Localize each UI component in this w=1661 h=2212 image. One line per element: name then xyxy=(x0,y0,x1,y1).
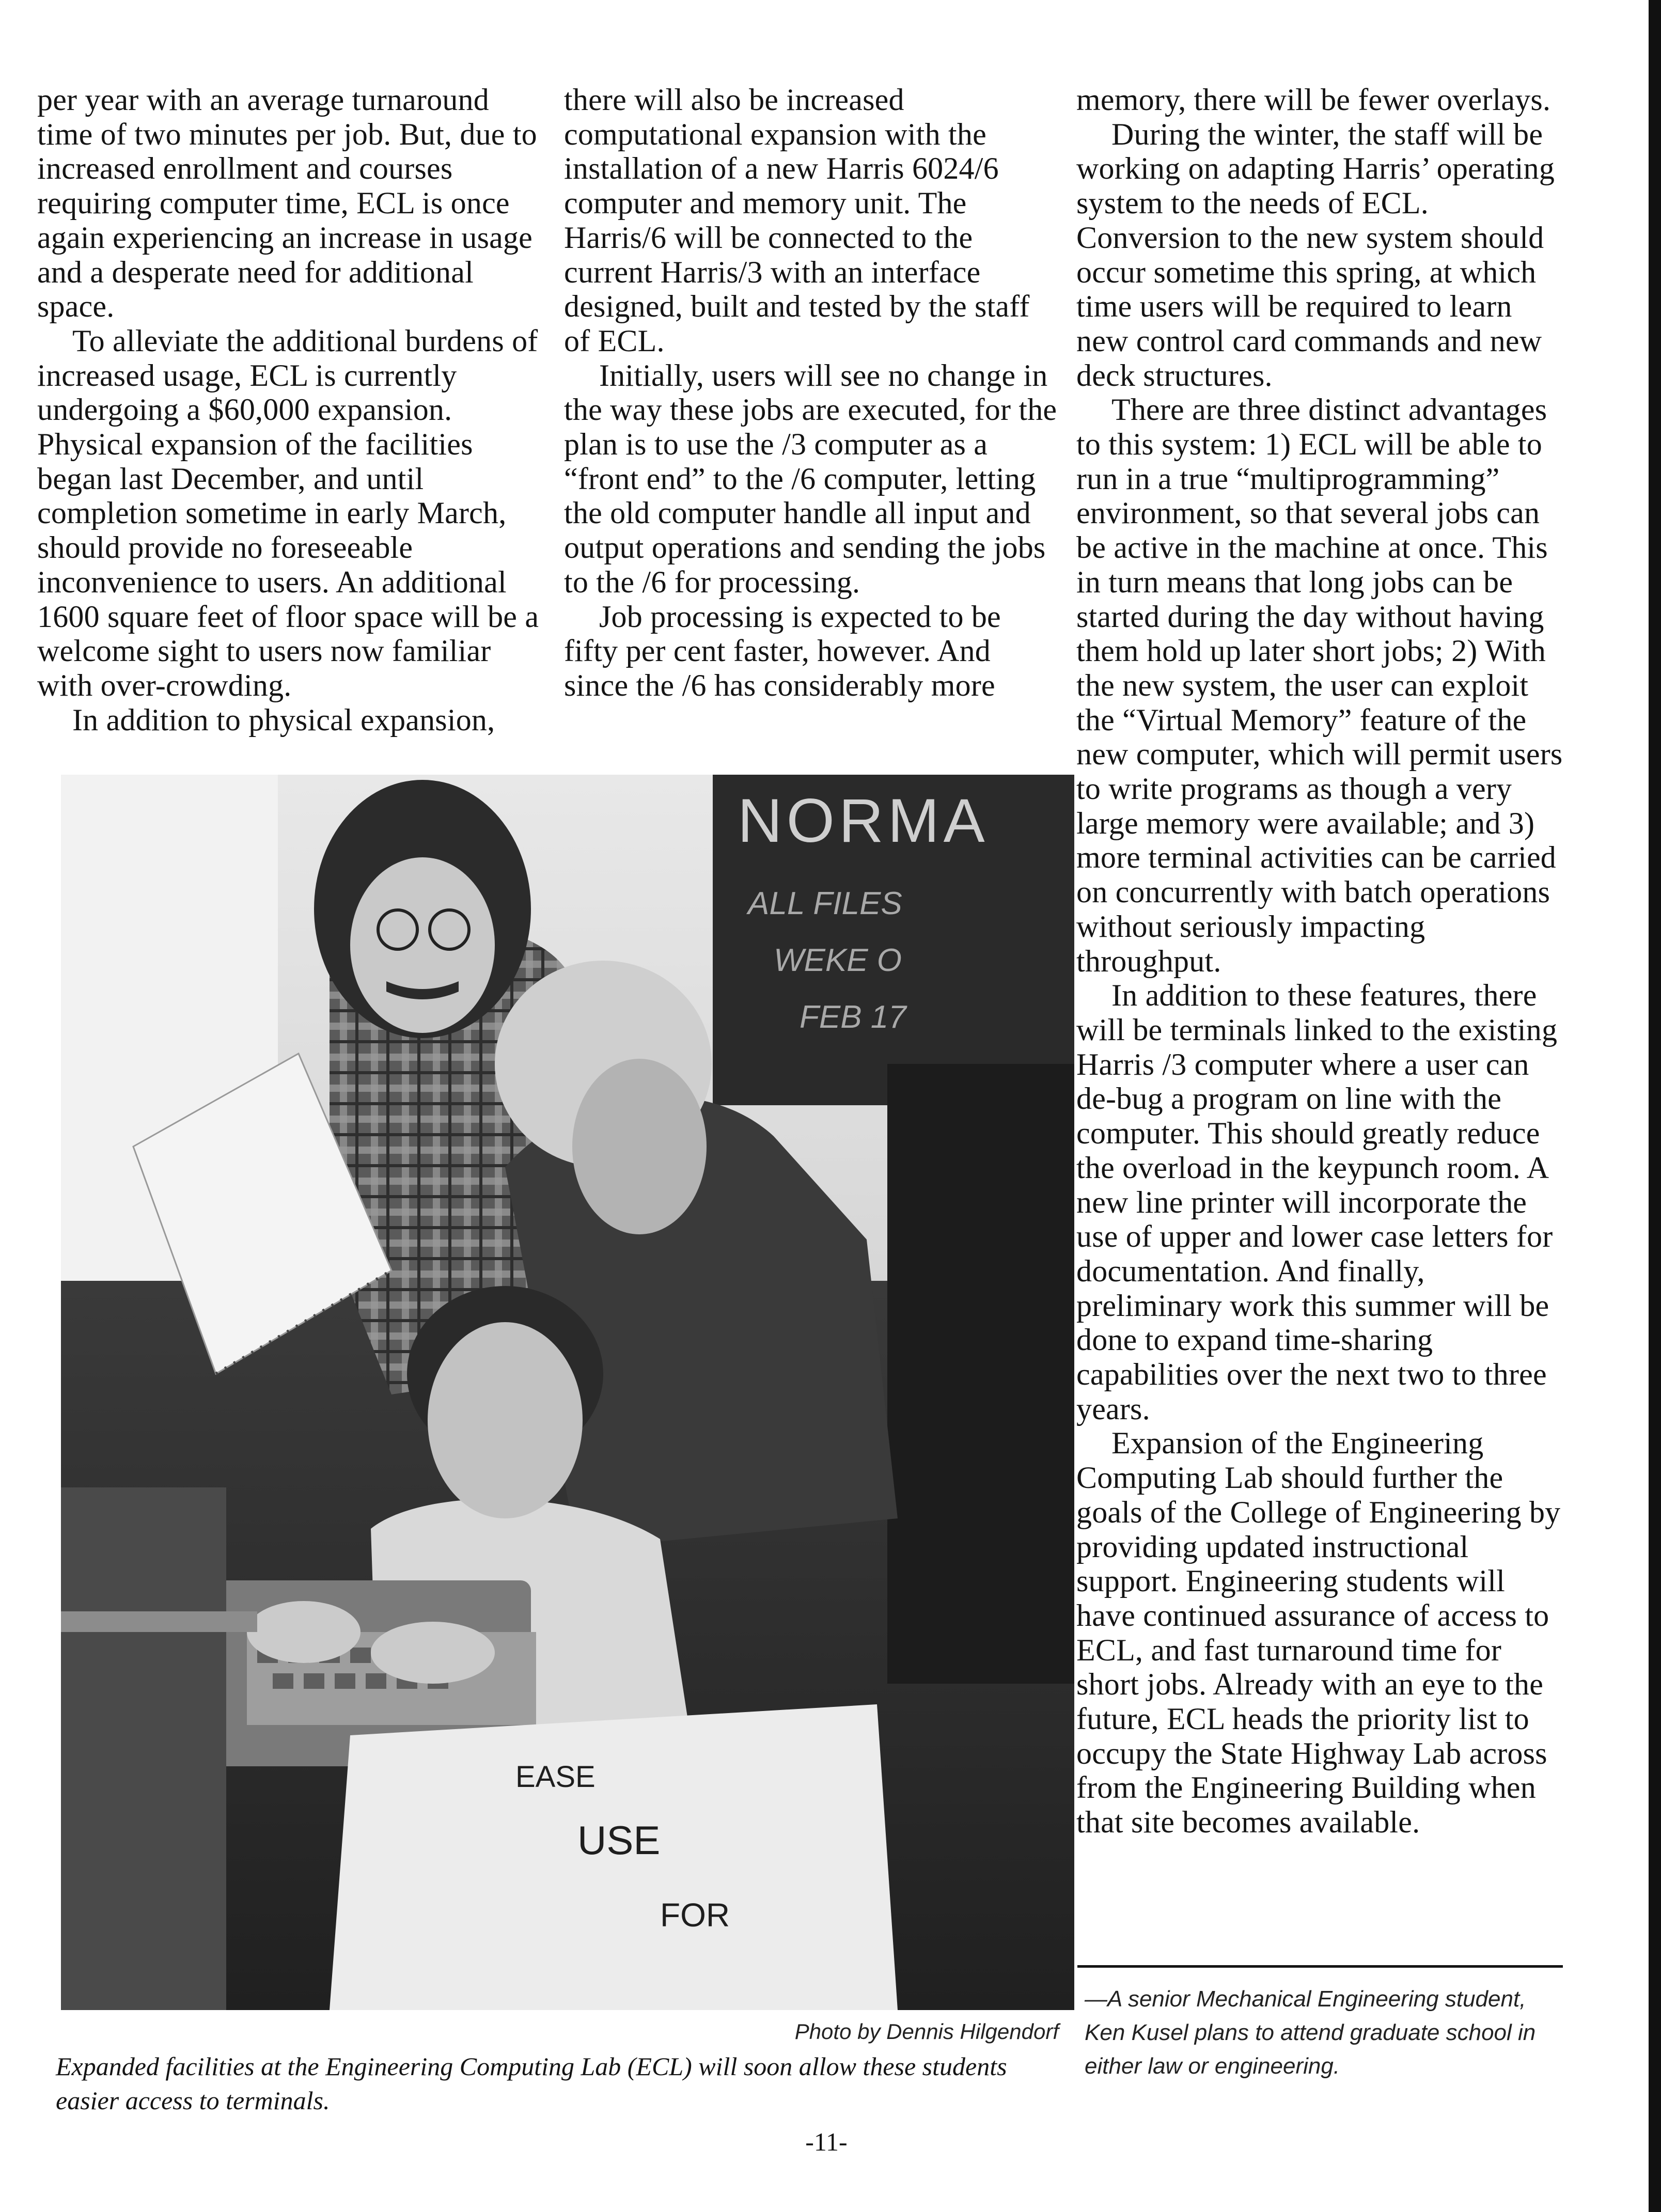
bio-divider xyxy=(1077,1965,1563,1968)
sign-text-2: USE xyxy=(577,1817,661,1863)
photo-students-at-terminal xyxy=(61,775,1074,2010)
text-column-1 xyxy=(37,83,543,737)
paragraph: memory, there will be fewer overlays. xyxy=(1076,83,1551,117)
paragraph: there will also be increased computational expansion with the installation of a new Harris 6024/6 computer and memory unit. The Harris/6 will be connected to the current Harris/3 with an interface designed, built and tested by the staff of ECL. xyxy=(564,83,1030,358)
chalkboard-text-1: NORMA xyxy=(738,786,989,855)
text-column-3 xyxy=(1076,83,1567,1840)
paragraph: In addition to these features, there will be terminals linked to the existing Harris /3 computer where a user can de-bug a program on line with the computer. This should greatly reduce the overload in the keypunch room. A new line printer will incorporate the use of upper and lower case letters for documentation. And finally, preliminary work this summer will be done to expand time-sharing capabilities over the next two to three years. xyxy=(1076,978,1558,1426)
please-use-sign xyxy=(330,1704,898,2010)
page-edge xyxy=(1649,0,1661,2212)
chalkboard-text-4: FEB 17 xyxy=(800,999,906,1035)
paragraph: Expansion of the Engineering Computing Lab should further the goals of the College of Engineering by providing updated instructional support. Engineering students will have continued assurance of access to ECL, and fast turnaround time for short jobs. Already with an eye to the future, ECL heads the priority list to occupy the State Highway Lab across from the Engineering Building when that site becomes available. xyxy=(1076,1426,1561,1840)
page-number: -11- xyxy=(805,2127,848,2156)
sign-text-3: FOR xyxy=(660,1896,730,1934)
paragraph: To alleviate the additional burdens of increased usage, ECL is currently undergoing a $60,000 expansion. Physical expansion of the facilities began last December, and until completion sometime in early March, should provide no foreseeable inconvenience to users. An additional 1600 square feet of floor space will be a welcome sight to users now familiar with over-crowding. xyxy=(37,323,539,702)
paragraph: In addition to physical expansion, xyxy=(72,702,495,737)
sign-text-1: EASE xyxy=(515,1760,596,1794)
photo-caption: Expanded facilities at the Engineering Computing Lab (ECL) will soon allow these students easier access to terminals. xyxy=(56,2052,1007,2115)
paragraph: per year with an average turnaround time of two minutes per job. But, due to increased enrollment and courses requiring computer time, ECL is once again experiencing an increase in usage and a desperate need for additional space. xyxy=(37,83,537,324)
paragraph: Initially, users will see no change in the way these jobs are executed, for the plan is to use the /3 computer as a “front end” to the /6 computer, letting the old computer handle all input and output operations and sending the jobs to the /6 for processing. xyxy=(564,358,1057,599)
photo-credit: Photo by Dennis Hilgendorf xyxy=(794,2019,1059,2044)
chalkboard xyxy=(713,775,1074,1105)
paragraph: Job processing is expected to be fifty per cent faster, however. And since the /6 has considerably more xyxy=(564,599,1001,702)
text-column-2 xyxy=(564,83,1060,703)
chalkboard-text-2: ALL FILES xyxy=(748,886,902,921)
paragraph: There are three distinct advantages to this system: 1) ECL will be able to run in a true “multiprogramming” environment, so that several jobs can be active in the machine at once. This in turn means that long jobs can be started during the day without having them hold up later short jobs; 2) With the new system, the user can exploit the “Virtual Memory” feature of the new computer, which will permit users to write programs as though a very large memory were available; and 3) more terminal activities can be carried on concurrently with batch operations without seriously impacting throughput. xyxy=(1076,393,1563,978)
paragraph: During the winter, the staff will be working on adapting Harris’ operating system to the needs of ECL. Conversion to the new system should occur sometime this spring, at which time users will be required to learn new control card commands and new deck structures. xyxy=(1076,117,1555,393)
chalkboard-text-3: WEKE O xyxy=(774,943,902,978)
author-bio: —A senior Mechanical Engineering student, Ken Kusel plans to attend graduate school in either law or engineering. xyxy=(1085,1986,1536,2079)
